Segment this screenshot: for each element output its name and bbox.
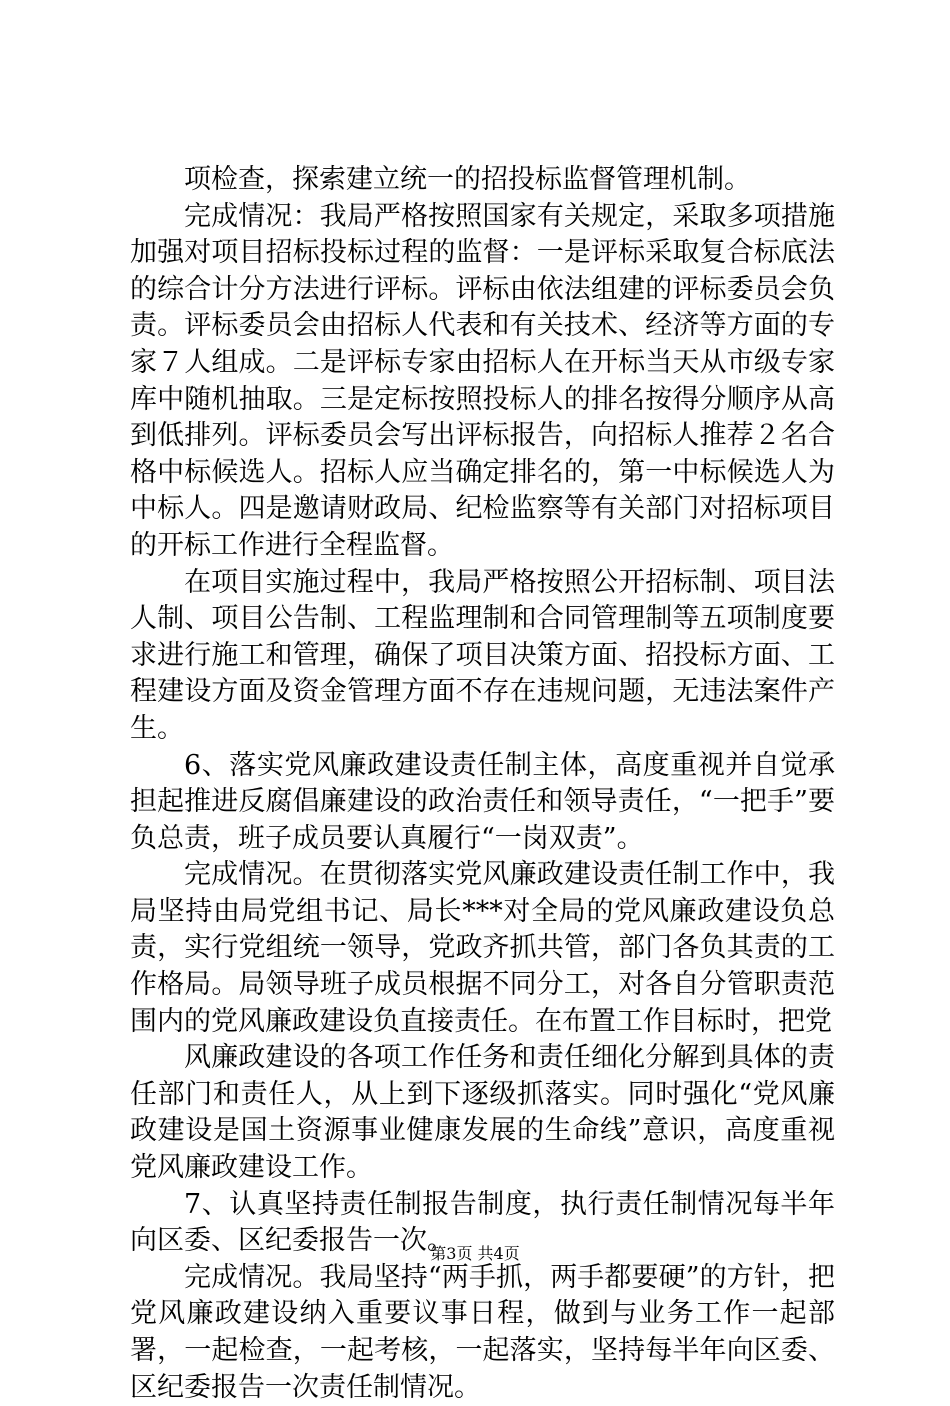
paragraph: 6、落实党风廉政建设责任制主体，高度重视并自觉承担起推进反腐倡廉建设的政治责任和领导责任，“一把手”要负总责，班子成员要认真履行“一岗双责”。 xyxy=(130,749,835,854)
paragraph: 项检查，探索建立统一的招投标监督管理机制。 xyxy=(184,164,751,195)
paragraph: 完成情况。在贯彻落实党风廉政建设责任制工作中，我局坚持由局党组书记、局长***对全局的党风廉政建设负总责，实行党组统一领导，党政齐抓共管，部门各负其责的工作格局。局领导班子成员根据不同分工，对各自分管职责范围内的党风廉政建设负直接责任。在布置工作目标时，把党 xyxy=(130,859,835,1037)
paragraph: 7、认真坚持责任制报告制度，执行责任制情况每半年向区委、区纪委报告一次。 xyxy=(130,1188,835,1257)
document-body xyxy=(130,162,835,1406)
paragraph: 完成情况：我局严格按照国家有关规定，采取多项措施加强对项目招标投标过程的监督：一是评标采取复合标底法的综合计分方法进行评标。评标由依法组建的评标委员会负责。评标委员会由招标人代表和有关技术、经济等方面的专家７人组成。二是评标专家由招标人在开标当天从市级专家库中随机抽取。三是定标按照投标人的排名按得分顺序从高到低排列。评标委员会写出评标报告，向招标人推荐２名合格中标候选人。招标人应当确定排名的，第一中标候选人为中标人。四是邀请财政局、纪检监察等有关部门对招标项目的开标工作进行全程监督。 xyxy=(130,200,835,561)
page-number-footer: 第3页 共4页 xyxy=(430,1244,520,1263)
paragraph: 完成情况。我局坚持“两手抓，两手都要硬”的方针，把党风廉政建设纳入重要议事日程，做到与业务工作一起部署，一起检查，一起考核，一起落实，坚持每半年向区委、区纪委报告一次责任制情况。 xyxy=(130,1261,835,1403)
paragraph: 在项目实施过程中，我局严格按照公开招标制、项目法人制、项目公告制、工程监理制和合同管理制等五项制度要求进行施工和管理，确保了项目决策方面、招投标方面、工程建设方面及资金管理方面不存在违规问题，无违法案件产生。 xyxy=(130,566,835,744)
paragraph: 风廉政建设的各项工作任务和责任细化分解到具体的责任部门和责任人，从上到下逐级抓落实。同时强化“党风廉政建设是国土资源事业健康发展的生命线”意识，高度重视党风廉政建设工作。 xyxy=(130,1042,835,1184)
